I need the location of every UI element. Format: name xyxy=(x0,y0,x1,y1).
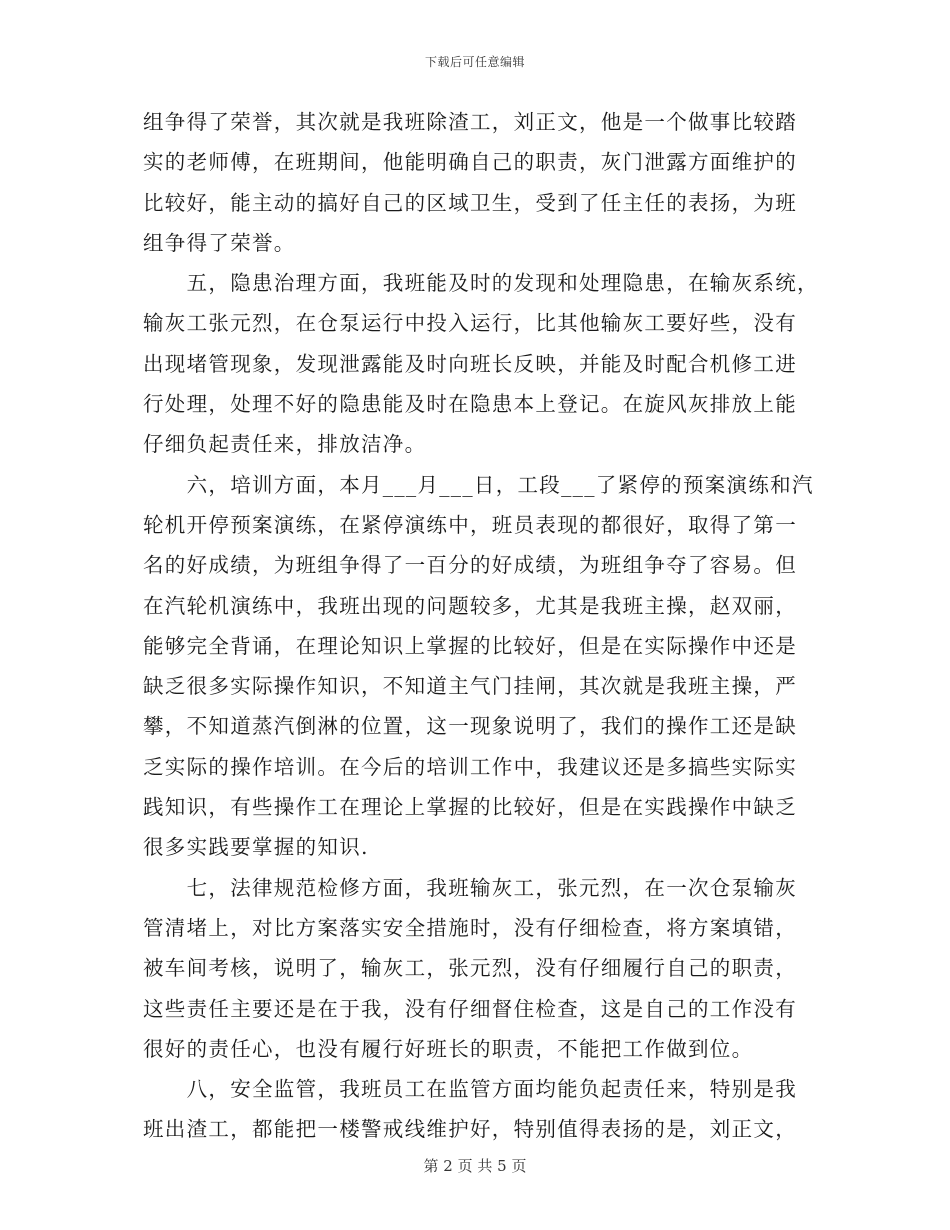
text-line: 乏实际的操作培训。在今后的培训工作中，我建议还是多搞些实际实 xyxy=(143,754,797,779)
text-line: 名的好成绩，为班组争得了一百分的好成绩，为班组争夺了容易。但 xyxy=(143,553,797,578)
text-line: 仔细负起责任来，排放洁净。 xyxy=(143,432,427,457)
text-line: 攀，不知道蒸汽倒淋的位置，这一现象说明了，我们的操作工还是缺 xyxy=(143,714,797,739)
text-line: 出现堵管现象，发现泄露能及时向班长反映，并能及时配合机修工进 xyxy=(143,351,797,376)
text-line: 很好的责任心，也没有履行好班长的职责，不能把工作做到位。 xyxy=(143,1036,754,1061)
text-line: 在汽轮机演练中，我班出现的问题较多，尤其是我班主操，赵双丽， xyxy=(143,593,797,618)
text-line: 这些责任主要还是在于我，没有仔细督住检查，这是自己的工作没有 xyxy=(143,996,797,1021)
text-line: 八，安全监管，我班员工在监管方面均能负起责任来，特别是我 xyxy=(143,1077,797,1102)
text-line: 能够完全背诵，在理论知识上掌握的比较好，但是在实际操作中还是 xyxy=(143,633,797,658)
text-line: 缺乏很多实际操作知识，不知道主气门挂闸，其次就是我班主操，严 xyxy=(143,674,797,699)
text-line: 七，法律规范检修方面，我班输灰工，张元烈，在一次仓泵输灰 xyxy=(143,875,797,900)
text-line: 五，隐患治理方面，我班能及时的发现和处理隐患，在输灰系统， xyxy=(143,271,819,296)
text-line: 轮机开停预案演练，在紧停演练中，班员表现的都很好，取得了第一 xyxy=(143,512,797,537)
text-line: 比较好，能主动的搞好自己的区域卫生，受到了任主任的表扬，为班 xyxy=(143,190,797,215)
text-line: 输灰工张元烈，在仓泵运行中投入运行，比其他输灰工要好些，没有 xyxy=(143,311,797,336)
text-line: 被车间考核，说明了，输灰工，张元烈，没有仔细履行自己的职责， xyxy=(143,956,797,981)
document-body xyxy=(143,102,819,1150)
text-line: 六，培训方面，本月___月___日，工段___了紧停的预案演练和汽 xyxy=(143,472,814,497)
text-line: 管清堵上，对比方案落实安全措施时，没有仔细检查，将方案填错， xyxy=(143,915,797,940)
text-line: 组争得了荣誉。 xyxy=(143,230,296,255)
page-header: 下载后可任意编辑 xyxy=(424,55,525,69)
text-line: 很多实践要掌握的知识. xyxy=(143,835,369,860)
text-line: 班出渣工，都能把一楼警戒线维护好，特别值得表扬的是，刘正文， xyxy=(143,1117,797,1142)
page-footer: 第 2 页 共 5 页 xyxy=(423,1157,527,1175)
text-line: 组争得了荣誉，其次就是我班除渣工，刘正文，他是一个做事比较踏 xyxy=(143,110,797,134)
text-line: 实的老师傅，在班期间，他能明确自己的职责，灰门泄露方面维护的 xyxy=(143,150,797,175)
text-line: 行处理，处理不好的隐患能及时在隐患本上登记。在旋风灰排放上能 xyxy=(143,392,797,417)
text-line: 践知识，有些操作工在理论上掌握的比较好，但是在实践操作中缺乏 xyxy=(143,795,797,820)
